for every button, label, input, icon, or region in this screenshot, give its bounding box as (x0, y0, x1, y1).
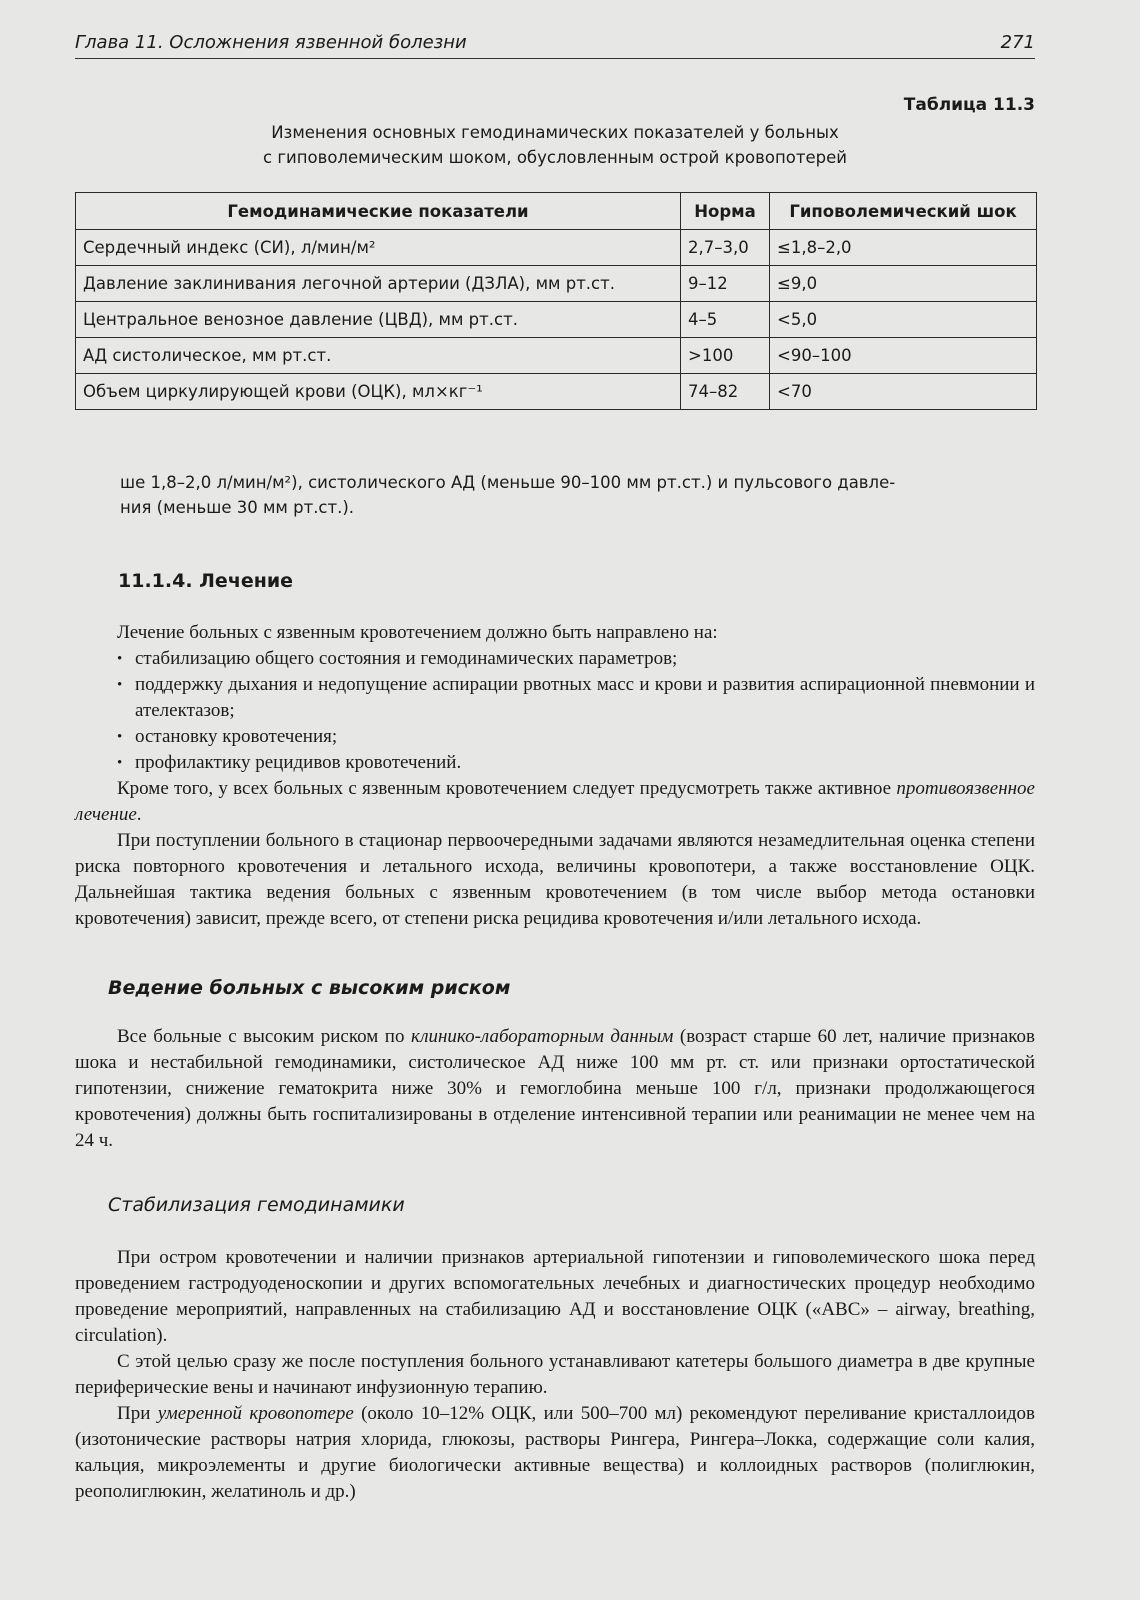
list-item: • профилактику рецидивов кровотечений. (117, 750, 1035, 776)
paragraph-line: ше 1,8–2,0 л/мин/м²), систолического АД (меньше 90–100 мм рт.ст.) и пульсового давле- (120, 473, 896, 492)
paragraph (75, 776, 1035, 828)
emphasis-text: умеренной кровопотере (157, 1403, 354, 1424)
table-row (76, 338, 1037, 374)
treatment-goals-list (75, 646, 1035, 776)
paragraph-text: (около 10–12% ОЦК, или 500–700 мл) рекомендуют переливание кристаллоидов (изотонические растворы натрия хлорида, глюкозы, растворы Рингера, Рингера–Локка, содержащие соли калия, кальция, микроэлементы и другие биологически активные вещества) и коллоидных растворов (полиглюкин, реополиглюкин, желатиноль и др.) (75, 1403, 1035, 1502)
subsection-heading: Ведение больных с высоким риском (108, 977, 511, 999)
table-caption-line: с гиповолемическим шоком, обусловленным острой кровопотерей (263, 148, 847, 167)
table-cell: Центральное венозное давление (ЦВД), мм рт.ст. (76, 302, 681, 338)
column-header: Норма (681, 193, 770, 230)
paragraph-text: При (117, 1403, 158, 1424)
paragraph-text: . (136, 804, 142, 825)
list-item: • остановку кровотечения; (117, 724, 1035, 750)
paragraph-text: Все больные с высоким риском по (117, 1026, 411, 1047)
paragraph: При поступлении больного в стационар первоочередными задачами являются незамедлительная оценка степени риска повторного кровотечения и летального исхода, величины кровопотери, а также восстановление ОЦК. Дальнейшая тактика ведения больных с язвенным кровотечением (в том числе выбор метода остановки кровотечения) зависит, прежде всего, от степени риска рецидива кровотечения и/или летального исхода. (75, 830, 1035, 929)
list-item: • поддержку дыхания и недопущение аспирации рвотных масс и крови и развития аспирационной пневмонии и ателектазов; (117, 672, 1035, 724)
stabilization-body (75, 1245, 1035, 1505)
high-risk-body (75, 1024, 1035, 1154)
paragraph-line: ния (меньше 30 мм рт.ст.). (120, 498, 355, 517)
emphasis-text: клинико-лабораторным данным (410, 1026, 674, 1047)
table-caption (75, 120, 1035, 170)
table-cell: Сердечный индекс (СИ), л/мин/м² (76, 230, 681, 266)
table-header-row (76, 193, 1037, 230)
paragraph: С этой целью сразу же после поступления больного устанавливают катетеры большого диаметра в две крупные периферические вены и начинают инфузионную терапию. (75, 1351, 1035, 1398)
subsection-heading: Стабилизация гемодинамики (108, 1194, 405, 1216)
table-cell: ≤9,0 (770, 266, 1037, 302)
paragraph: При остром кровотечении и наличии признаков артериальной гипотензии и гиповолемического шока перед проведением гастродуоденоскопии и других вспомогательных лечебных и диагностических процедур необходимо проведение мероприятий, направленных на стабилизацию АД и восстановление ОЦК («АВС» – airway, breathing, circulation). (75, 1247, 1035, 1346)
table-cell: Давление заклинивания легочной артерии (ДЗЛА), мм рт.ст. (76, 266, 681, 302)
treatment-body (75, 620, 1035, 932)
table-caption-line: Изменения основных гемодинамических показателей у больных (271, 123, 839, 142)
chapter-title: Глава 11. Осложнения язвенной болезни (75, 32, 467, 53)
table-cell: 4–5 (681, 302, 770, 338)
table-cell: >100 (681, 338, 770, 374)
paragraph (75, 1401, 1035, 1505)
table-cell: 9–12 (681, 266, 770, 302)
table-cell: <70 (770, 374, 1037, 410)
table-cell: 2,7–3,0 (681, 230, 770, 266)
list-item: • стабилизацию общего состояния и гемодинамических параметров; (117, 646, 1035, 672)
table-cell: 74–82 (681, 374, 770, 410)
table-cell: ≤1,8–2,0 (770, 230, 1037, 266)
paragraph-text: (возраст старше 60 лет, наличие признаков шока и нестабильной гемодинамики, систолическое АД ниже 100 мм рт. ст. или признаки ортостатической гипотензии, снижение гематокрита ниже 30% и гемоглобина меньше 100 г/л, признаки продолжающегося кровотечения) должны быть госпитализированы в отделение интенсивной терапии или реанимации не менее чем на 24 ч. (75, 1026, 1035, 1151)
table-row (76, 302, 1037, 338)
column-header: Гемодинамические показатели (76, 193, 681, 230)
page-number: 271 (1000, 32, 1035, 53)
hemodynamics-table (75, 192, 1037, 410)
table-row (76, 374, 1037, 410)
table-label: Таблица 11.3 (903, 95, 1035, 115)
table-cell: <90–100 (770, 338, 1037, 374)
table-row (76, 230, 1037, 266)
paragraph-text: Кроме того, у всех больных с язвенным кровотечением следует предусмотреть также активное (117, 778, 897, 799)
treatment-intro: Лечение больных с язвенным кровотечением должно быть направлено на: (117, 622, 718, 643)
column-header: Гиповолемический шок (770, 193, 1037, 230)
paragraph (75, 1024, 1035, 1154)
emphasis-text: противоязвенное лечение (75, 778, 1035, 825)
section-heading: 11.1.4. Лечение (118, 570, 294, 592)
running-header (75, 30, 1035, 59)
continued-paragraph (120, 470, 1000, 520)
table-cell: <5,0 (770, 302, 1037, 338)
table-row (76, 266, 1037, 302)
table-cell: АД систолическое, мм рт.ст. (76, 338, 681, 374)
table-cell: Объем циркулирующей крови (ОЦК), мл×кг⁻¹ (76, 374, 681, 410)
